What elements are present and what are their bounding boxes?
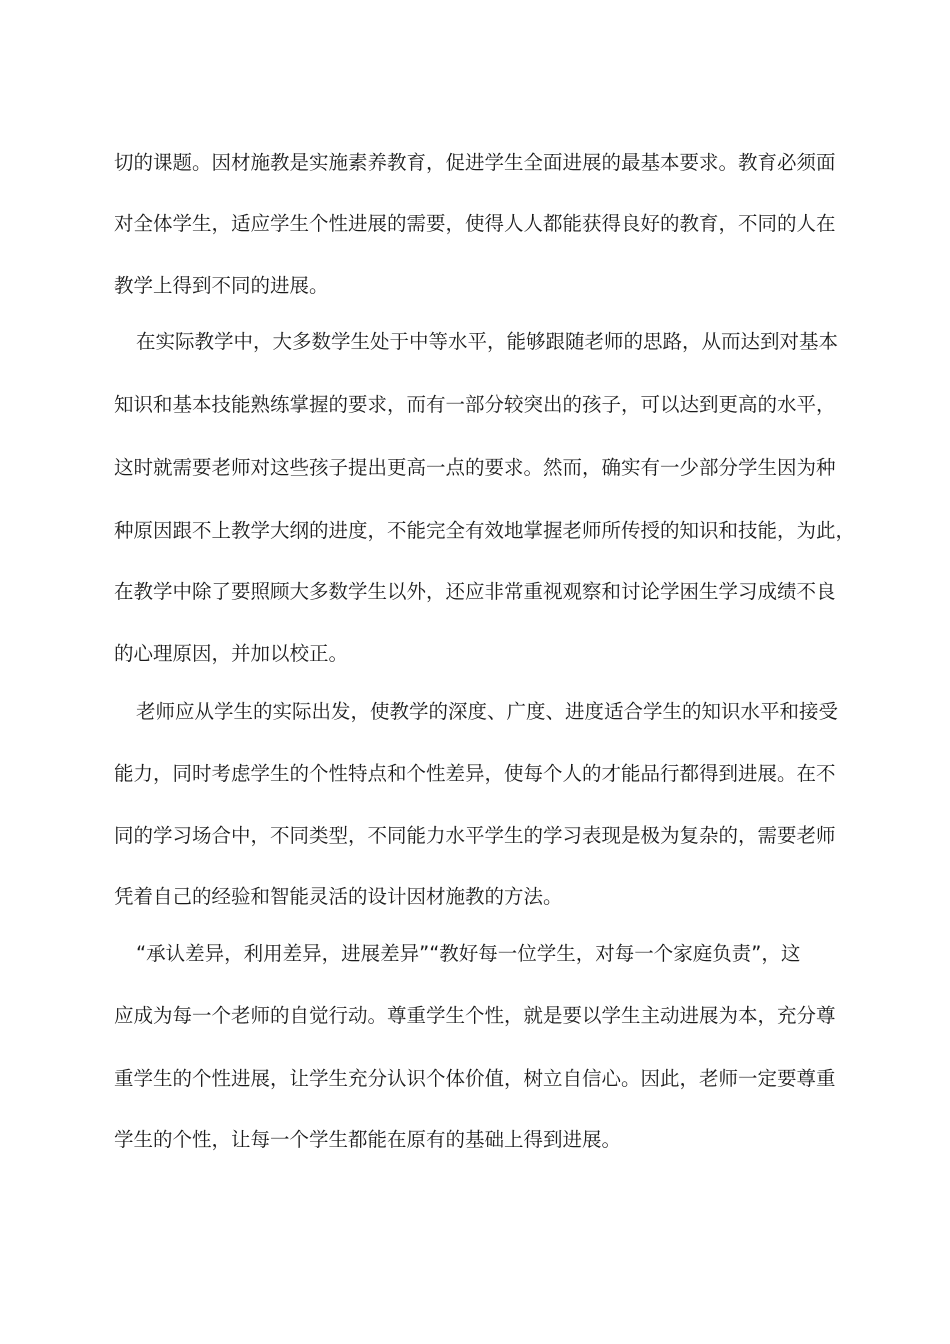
text-line: 应成为每一个老师的自觉行动。尊重学生个性，就是要以学生主动进展为本，充分尊 xyxy=(114,1004,836,1027)
text-line: 重学生的个性进展，让学生充分认识个体价值，树立自信心。因此，老师一定要尊重 xyxy=(114,1067,836,1090)
text-line: 对全体学生，适应学生个性进展的需要，使得人人都能获得良好的教育，不同的人在 xyxy=(114,212,836,235)
text-line: 能力，同时考虑学生的个性特点和个性差异，使每个人的才能品行都得到进展。在不 xyxy=(114,762,836,785)
text-line: 在教学中除了要照顾大多数学生以外，还应非常重视观察和讨论学困生学习成绩不良 xyxy=(114,580,836,603)
text-line: 学生的个性，让每一个学生都能在原有的基础上得到进展。 xyxy=(114,1128,622,1151)
text-line: “承认差异，利用差异，进展差异”“教好每一位学生，对每一个家庭负责”，这 xyxy=(136,942,801,965)
text-line: 在实际教学中，大多数学生处于中等水平，能够跟随老师的思路，从而达到对基本 xyxy=(136,330,839,353)
text-line: 切的课题。因材施教是实施素养教育，促进学生全面进展的最基本要求。教育必须面 xyxy=(114,151,836,174)
text-line: 种原因跟不上教学大纲的进度，不能完全有效地掌握老师所传授的知识和技能，为此， xyxy=(114,519,856,542)
text-line: 老师应从学生的实际出发，使教学的深度、广度、进度适合学生的知识水平和接受 xyxy=(136,700,839,723)
text-line: 知识和基本技能熟练掌握的要求，而有一部分较突出的孩子，可以达到更高的水平， xyxy=(114,393,836,416)
text-line: 凭着自己的经验和智能灵活的设计因材施教的方法。 xyxy=(114,885,563,908)
text-line: 的心理原因，并加以校正。 xyxy=(114,642,349,665)
text-line: 教学上得到不同的进展。 xyxy=(114,274,329,297)
text-line: 这时就需要老师对这些孩子提出更高一点的要求。然而，确实有一少部分学生因为种 xyxy=(114,456,836,479)
text-line: 同的学习场合中，不同类型，不同能力水平学生的学习表现是极为复杂的，需要老师 xyxy=(114,824,836,847)
